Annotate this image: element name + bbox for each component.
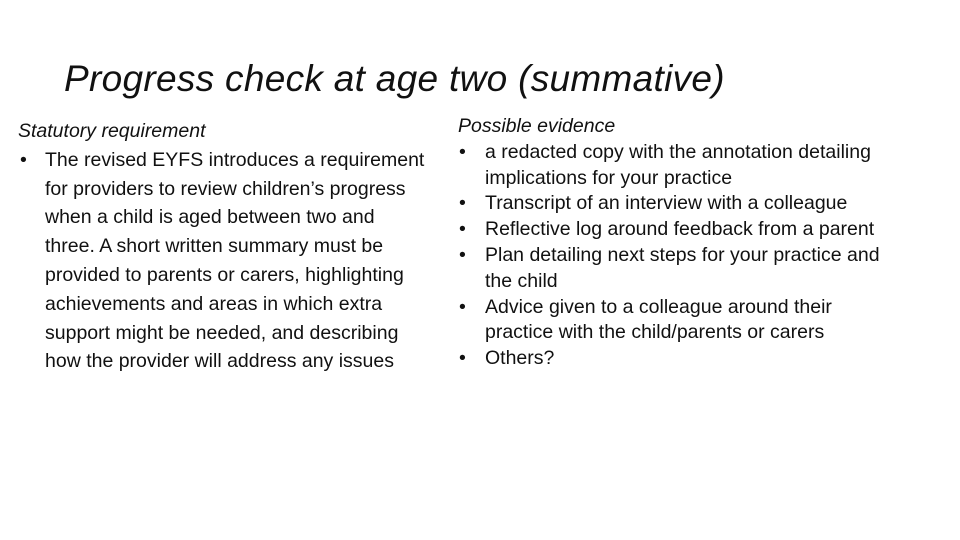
bullet-icon: • <box>459 243 466 266</box>
bullet-icon: • <box>459 295 466 318</box>
bullet-icon: • <box>459 347 466 370</box>
statutory-requirement-heading: Statutory requirement <box>18 120 206 142</box>
slide-title: Progress check at age two (summative) <box>64 58 725 99</box>
statutory-requirement-column <box>18 117 428 376</box>
list-item-text: a redacted copy with the annotation detailing implications for your practice <box>485 140 871 189</box>
list-item <box>458 140 898 192</box>
list-item <box>458 217 898 243</box>
possible-evidence-column <box>458 114 898 372</box>
possible-evidence-heading: Possible evidence <box>458 115 616 137</box>
list-item <box>458 191 898 217</box>
list-item-text: The revised EYFS introduces a requirement for providers to review children’s progress when a child is aged between two and three. A short written summary must be provided to parents or carers, highlighting achievements and areas in which extra support might be needed, and describing how the provider will address any issues <box>45 148 425 373</box>
list-item-text: Transcript of an interview with a colleague <box>485 192 848 215</box>
list-item-text: Plan detailing next steps for your practice and the child <box>485 243 880 292</box>
bullet-icon: • <box>459 140 466 163</box>
bullet-icon: • <box>20 148 27 171</box>
statutory-requirement-list <box>18 146 428 376</box>
list-item <box>18 146 428 376</box>
list-item <box>458 295 898 347</box>
possible-evidence-list <box>458 140 898 372</box>
list-item <box>458 243 898 295</box>
bullet-icon: • <box>459 192 466 215</box>
list-item-text: Advice given to a colleague around their practice with the child/parents or carers <box>485 295 832 344</box>
list-item <box>458 346 898 372</box>
list-item-text: Others? <box>485 347 555 370</box>
list-item-text: Reflective log around feedback from a parent <box>485 218 875 241</box>
bullet-icon: • <box>459 218 466 241</box>
